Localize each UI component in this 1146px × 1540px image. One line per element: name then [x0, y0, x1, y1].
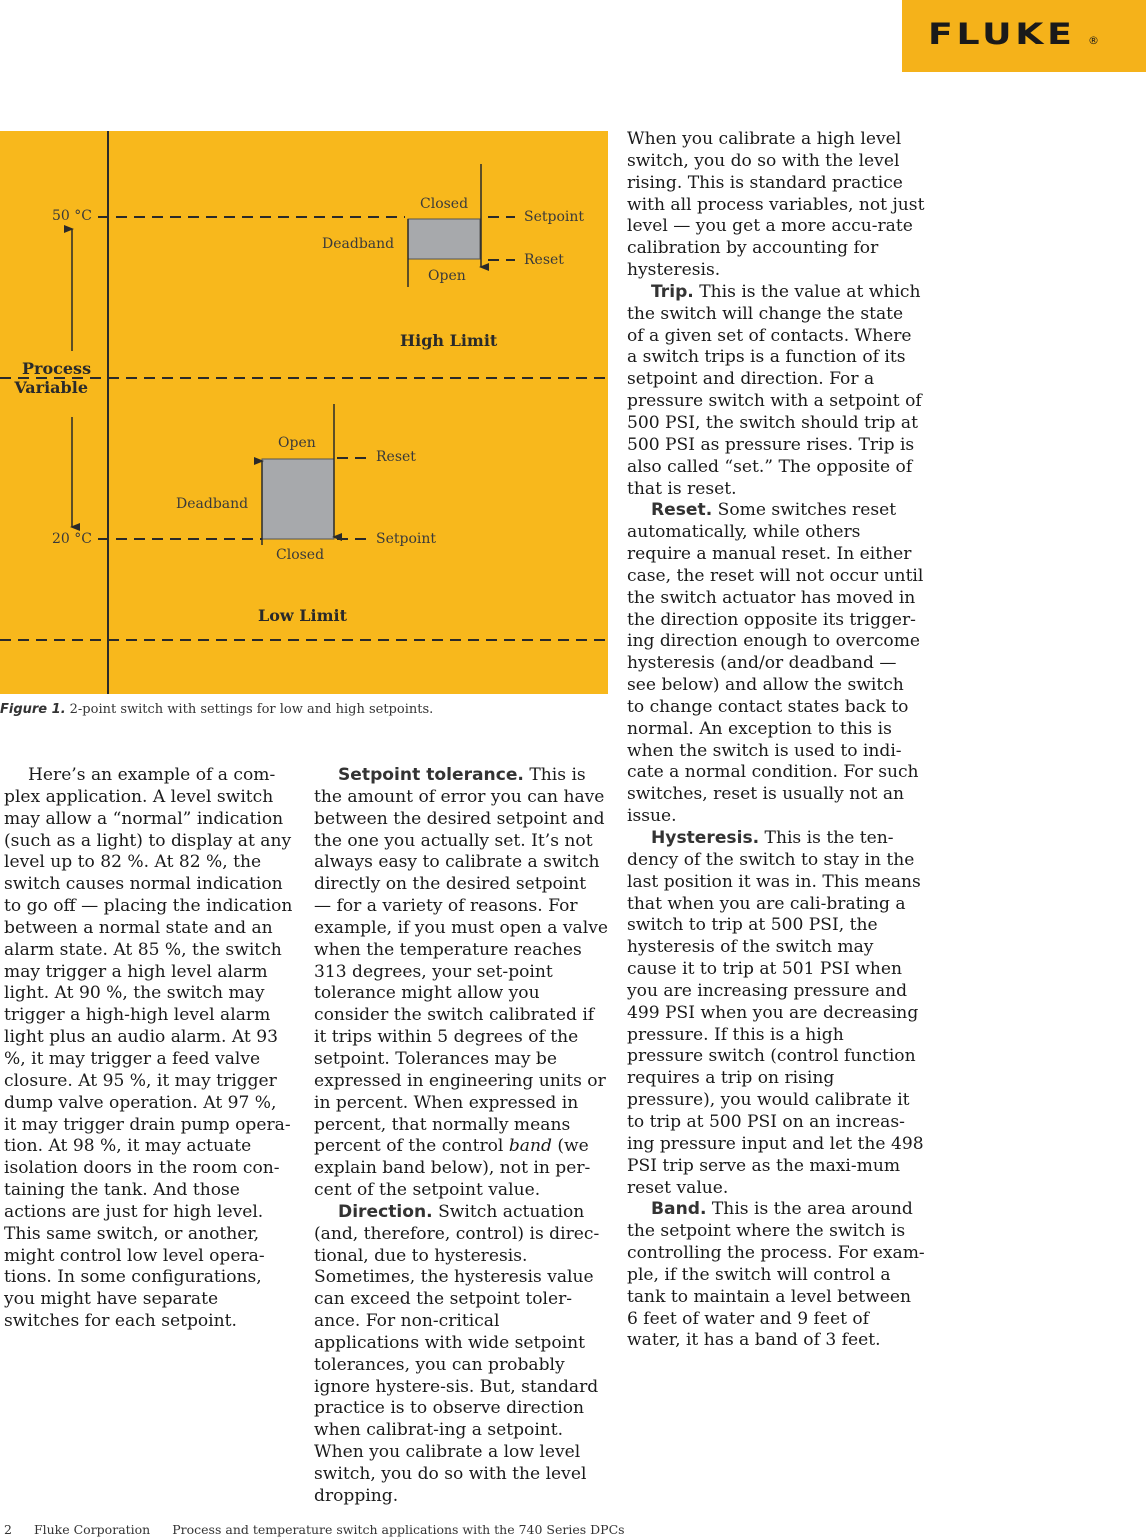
- reset-text: Some switches reset automatically, while others require a manual reset. In either case, the reset will not occur until the switch actuator has moved in the direction opposite its trigger-ing direction enough to overcome hysteresis (and/or deadband — see below) and allow the switch to change contact states back to normal. An exception to this is when the switch is used to indi-cate a normal condition. For such switches, reset is usually not an issue.: [627, 500, 924, 827]
- heading-direction: Direction.: [338, 1201, 433, 1222]
- low-reset-label: Reset: [376, 449, 416, 465]
- label-50c: 50 °C: [52, 208, 92, 224]
- process-variable-line2: Variable: [14, 378, 88, 397]
- heading-hysteresis: Hysteresis.: [651, 828, 760, 848]
- process-variable-line1: Process: [22, 359, 92, 378]
- footer-company: Fluke Corporation: [33, 1522, 151, 1537]
- paragraph-hysteresis: [627, 828, 925, 1199]
- text-column-2: [314, 765, 608, 1508]
- paragraph-reset: [627, 500, 925, 828]
- band-text: This is the area around the setpoint where the switch is controlling the process. For exam-ple, if the switch will control a tank to maintain a level between 6 feet of water and 9 feet of water, it has a band of 3 feet.: [627, 1199, 925, 1351]
- dashed-guides: [0, 217, 608, 640]
- text-column-3: [627, 129, 925, 1352]
- paragraph-high-level-calibration: When you calibrate a high level switch, you do so with the level rising. This is standard practice with all process variables, not just level — you get a more accu-rate calibration by accounting for hysteresis.: [627, 129, 925, 281]
- band-emphasis: band: [508, 1136, 552, 1157]
- high-open-label: Open: [428, 268, 466, 284]
- page-footer: [4, 1522, 647, 1537]
- setpoint-tolerance-text: This is the amount of error you can have between the desired setpoint and the one you actually set. It’s not always easy to calibrate a switch directly on the desired setpoint — for a variety of reasons. For example, if you must open a valve when the temperature reaches 313 degrees, your set-point tolerance might allow you consider the switch calibrated if it trips within 5 degrees of the setpoint. Tolerances may be expressed in engineering units or in percent. When expressed in percent, that normally means percent of the control: [314, 765, 608, 1157]
- page-number: 2: [4, 1522, 12, 1537]
- low-deadband-label: Deadband: [176, 496, 249, 512]
- paragraph-complex-application: Here’s an example of a com-plex application. A level switch may allow a “normal” indication (such as a light) to display at any level up to 82 %. At 82 %, the switch causes normal indication to go off — placing the indication between a normal state and an alarm state. At 85 %, the switch may trigger a high level alarm light. At 90 %, the switch may trigger a high-high level alarm light plus an audio alarm. At 93 %, it may trigger a feed valve closure. At 95 %, it may trigger dump valve operation. At 97 %, it may trigger drain pump opera-tion. At 98 %, it may actuate isolation doors in the room con-taining the tank. And those actions are just for high level. This same switch, or another, might control low level opera-tions. In some configurations, you might have separate switches for each setpoint.: [4, 765, 293, 1332]
- trip-text: This is the value at which the switch will change the state of a given set of contacts. Where a switch trips is a function of its setpoint and direction. For a pressure switch with a setpoint of 500 PSI, the switch should trip at 500 PSI as pressure rises. Trip is also called “set.” The opposite of that is reset.: [627, 281, 922, 499]
- high-closed-label: Closed: [420, 196, 469, 212]
- high-deadband-label: Deadband: [322, 236, 395, 252]
- low-limit-title: Low Limit: [258, 606, 347, 625]
- caption-label: Figure 1.: [0, 702, 66, 717]
- high-setpoint-label: Setpoint: [524, 209, 585, 225]
- direction-text: Switch actuation (and, therefore, control) is direc-tional, due to hysteresis. Sometimes, the hysteresis value can exceed the setpoint toler-ance. For non-critical applications with wide setpoint tolerances, you can probably ignore hystere-sis. But, standard practice is to observe direction when calibrat-ing a setpoint. When you calibrate a low level switch, you do so with the level dropping.: [314, 1201, 600, 1506]
- hysteresis-text: This is the ten-dency of the switch to stay in the last position it was in. This means that when you are cali-brating a switch to trip at 500 PSI, the hysteresis of the switch may cause it to trip at 501 PSI when you are increasing pressure and 499 PSI when you are decreasing pressure. If this is a high pressure switch (control function requires a trip on rising pressure), you would calibrate it to trip at 500 PSI on an increas-ing pressure input and let the 498 PSI trip serve as the maxi-mum reset value.: [627, 828, 924, 1198]
- paragraph-setpoint-tolerance: [314, 765, 608, 1202]
- heading-setpoint-tolerance: Setpoint tolerance.: [338, 765, 524, 785]
- setpoint-tolerance-text-end: (we explain band below), not in per-cent of the setpoint value.: [314, 1136, 591, 1201]
- low-deadband-box: [262, 459, 334, 539]
- heading-trip: Trip.: [651, 281, 694, 302]
- figure-caption: [0, 702, 433, 717]
- low-setpoint-label: Setpoint: [376, 531, 437, 547]
- low-open-label: Open: [278, 435, 316, 451]
- paragraph-trip: [627, 282, 925, 500]
- high-deadband-box: [408, 219, 480, 259]
- footer-title: Process and temperature switch applications with the 740 Series DPCs: [172, 1522, 625, 1537]
- low-closed-label: Closed: [276, 547, 325, 563]
- paragraph-band: [627, 1199, 925, 1352]
- registered-mark: ®: [1088, 34, 1099, 47]
- fluke-logo: FLUKE: [928, 17, 1076, 51]
- label-20c: 20 °C: [52, 531, 92, 547]
- high-reset-label: Reset: [524, 252, 564, 268]
- high-limit-title: High Limit: [400, 331, 498, 350]
- text-column-1: [4, 765, 294, 1333]
- caption-text: 2-point switch with settings for low and high setpoints.: [69, 702, 434, 717]
- heading-reset: Reset.: [651, 500, 713, 521]
- paragraph-direction: [314, 1202, 608, 1508]
- switch-diagram: [0, 131, 608, 694]
- heading-band: Band.: [651, 1199, 707, 1220]
